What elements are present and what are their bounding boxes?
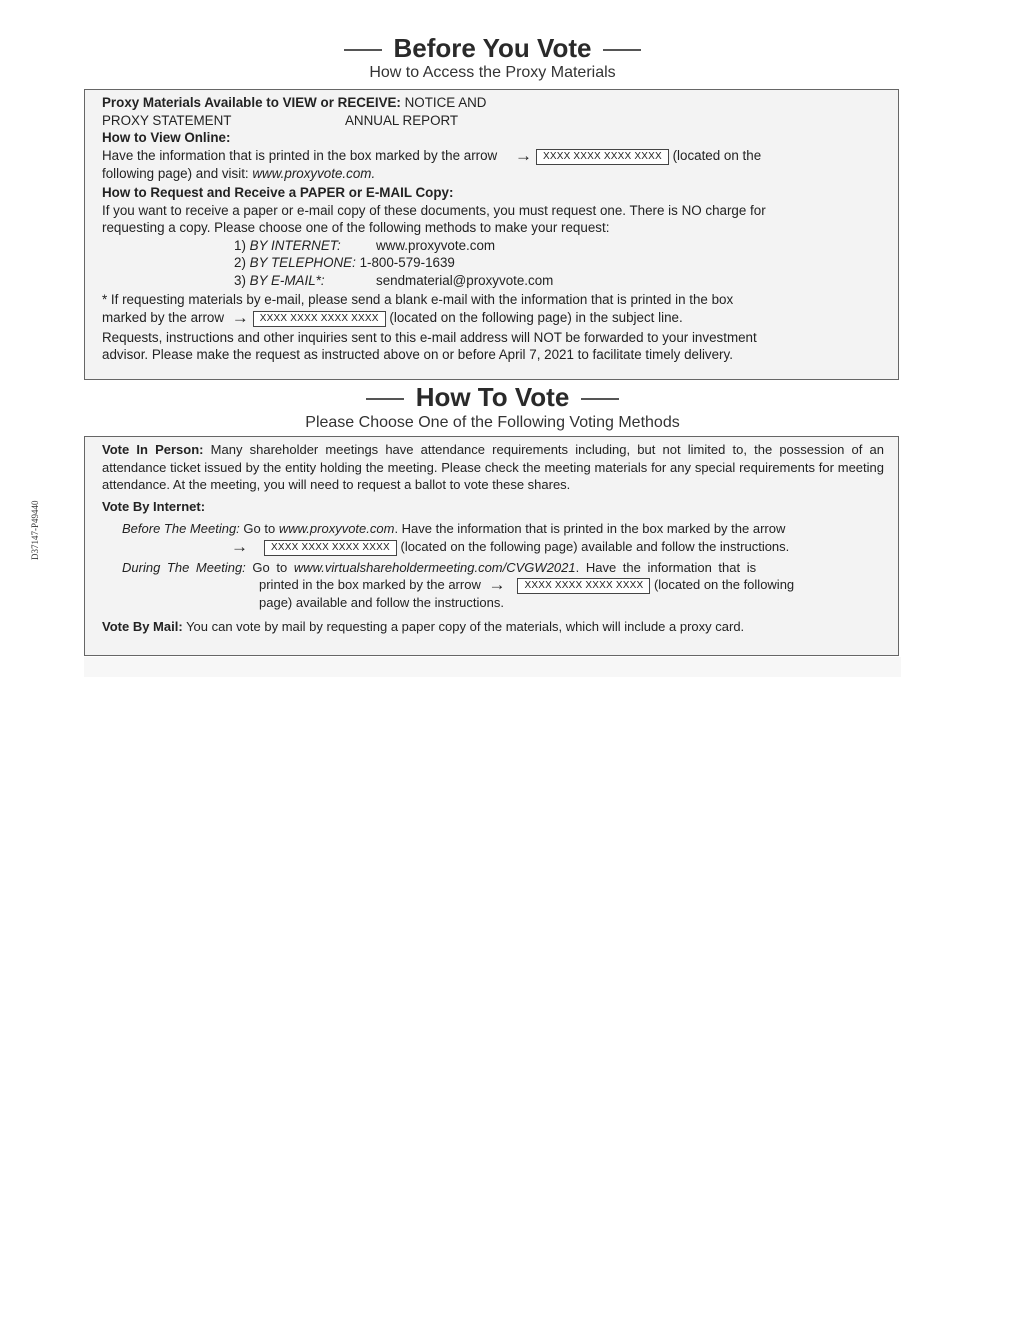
view-online-text: Have the information that is printed in the box marked by the arrow — [102, 147, 498, 163]
email-note-2 — [102, 309, 884, 327]
vote-by-mail-label: Vote By Mail: — [102, 618, 183, 634]
how-subtitle: Please Choose One of the Following Voting Methods — [305, 414, 680, 431]
method-internet-url[interactable]: www.proxyvote.com — [376, 237, 496, 253]
control-number-box: XXXX XXXX XXXX XXXX — [253, 311, 386, 327]
before-meeting — [102, 520, 884, 556]
proxyvote-link[interactable]: www.proxyvote.com. — [252, 165, 376, 181]
before-meeting-url[interactable]: www.proxyvote.com — [278, 521, 395, 536]
during-meeting-text: . Have the information that is — [575, 559, 757, 575]
method-telephone-number[interactable]: 1-800-579-1639 — [359, 255, 455, 270]
materials-label: Proxy Materials Available to VIEW or RECEIVE: — [102, 95, 401, 110]
how-to-vote-heading — [84, 382, 901, 413]
during-meeting-arrow-text: printed in the box marked by the arrow — [259, 577, 481, 592]
view-online-located: (located on the — [672, 147, 762, 163]
method-number: 1) — [234, 237, 246, 253]
materials-item-notice: NOTICE AND — [404, 95, 487, 110]
control-number-box: XXXX XXXX XXXX XXXX — [536, 149, 669, 165]
method-number: 2) — [234, 255, 246, 270]
before-meeting-goto: Go to — [243, 521, 276, 536]
before-meeting-located: (located on the following page) available and follow the instructions. — [400, 538, 790, 554]
view-online-visit-text: following page) and visit: — [102, 165, 249, 181]
email-note-located: (located on the following page) in the subject line. — [389, 309, 683, 325]
arrow-right-icon: → — [488, 575, 506, 594]
heading-rule-left — [366, 398, 404, 400]
during-meeting-line-3: page) available and follow the instructions. — [259, 595, 504, 610]
control-number-box: XXXX XXXX XXXX XXXX — [264, 540, 397, 556]
heading-rule-right — [603, 49, 641, 51]
materials-line-2 — [102, 112, 884, 130]
view-online-line-2 — [102, 165, 884, 183]
vote-by-mail — [102, 618, 884, 636]
request-text-2: requesting a copy. Please choose one of the following methods to make your request: — [102, 220, 610, 235]
vote-in-person — [102, 441, 884, 494]
vote-by-internet-label: Vote By Internet: — [102, 498, 206, 514]
method-telephone — [234, 254, 884, 272]
how-title: How To Vote — [415, 382, 570, 412]
during-meeting-goto: Go to — [252, 559, 288, 575]
method-email-address[interactable]: sendmaterial@proxyvote.com — [376, 272, 554, 288]
before-meeting-line-2 — [122, 538, 884, 556]
arrow-right-icon: → — [231, 307, 249, 327]
email-note-arrow-text: marked by the arrow — [102, 309, 225, 325]
control-number-box: XXXX XXXX XXXX XXXX — [517, 578, 650, 594]
before-title: Before You Vote — [393, 33, 592, 63]
method-key: BY INTERNET: — [249, 237, 341, 253]
method-internet — [234, 237, 884, 255]
before-subtitle: How to Access the Proxy Materials — [369, 64, 616, 81]
email-note-1: * If requesting materials by e-mail, please send a blank e-mail with the information that is printed in the box — [102, 292, 734, 307]
materials-item-annual-report: ANNUAL REPORT — [345, 112, 459, 128]
view-online-heading: How to View Online: — [102, 130, 231, 145]
materials-line — [102, 94, 884, 112]
proxy-materials-box — [84, 89, 899, 380]
method-email — [234, 272, 884, 290]
requests-note-2: advisor. Please make the request as instructed above on or before April 7, 2021 to facilitate timely delivery. — [102, 347, 733, 362]
view-online-line-1 — [102, 147, 884, 165]
materials-item-proxy-statement: PROXY STATEMENT — [102, 112, 232, 128]
arrow-right-icon: → — [231, 536, 248, 556]
heading-rule-left — [344, 49, 382, 51]
during-meeting-line-2 — [122, 576, 884, 594]
before-meeting-label: Before The Meeting: — [122, 521, 240, 536]
requests-note-1: Requests, instructions and other inquiries sent to this e-mail address will NOT be forwarded to your investment — [102, 329, 757, 345]
before-you-vote-heading — [84, 33, 901, 64]
box-shadow-strip — [84, 657, 901, 677]
request-copy-heading: How to Request and Receive a PAPER or E-MAIL Copy: — [102, 185, 454, 200]
during-meeting-url[interactable]: www.virtualshareholdermeeting.com/CVGW2021 — [293, 559, 576, 575]
before-meeting-line-1 — [122, 520, 884, 538]
voting-methods-box — [84, 436, 899, 656]
document-code: D37147-P49440 — [30, 500, 40, 560]
request-methods-list — [102, 237, 884, 290]
during-meeting-label: During The Meeting: — [122, 559, 246, 575]
before-meeting-text: . Have the information that is printed in the box marked by the arrow — [394, 521, 786, 536]
method-number: 3) — [234, 272, 246, 288]
during-meeting-located: (located on the following — [653, 577, 795, 592]
arrow-right-icon: → — [514, 145, 532, 165]
method-key: BY TELEPHONE: — [249, 255, 356, 270]
heading-rule-right — [581, 398, 619, 400]
vote-by-mail-text: You can vote by mail by requesting a paper copy of the materials, which will include a proxy card. — [186, 618, 745, 634]
during-meeting — [102, 559, 884, 612]
vote-in-person-text: Many shareholder meetings have attendance requirements including, but not limited to, the possession of an attendance ticket issued by the entity holding the meeting. Please check the meeting materials for any special requirements for meeting attendance. At the meeting, you will need to request a ballot to vote these shares. — [102, 442, 884, 492]
vote-in-person-label: Vote In Person: — [102, 442, 204, 457]
request-text-1: If you want to receive a paper or e-mail copy of these documents, you must request one. There is NO charge for — [102, 202, 766, 218]
method-key: BY E-MAIL*: — [249, 272, 325, 288]
during-meeting-line-1 — [122, 559, 884, 577]
